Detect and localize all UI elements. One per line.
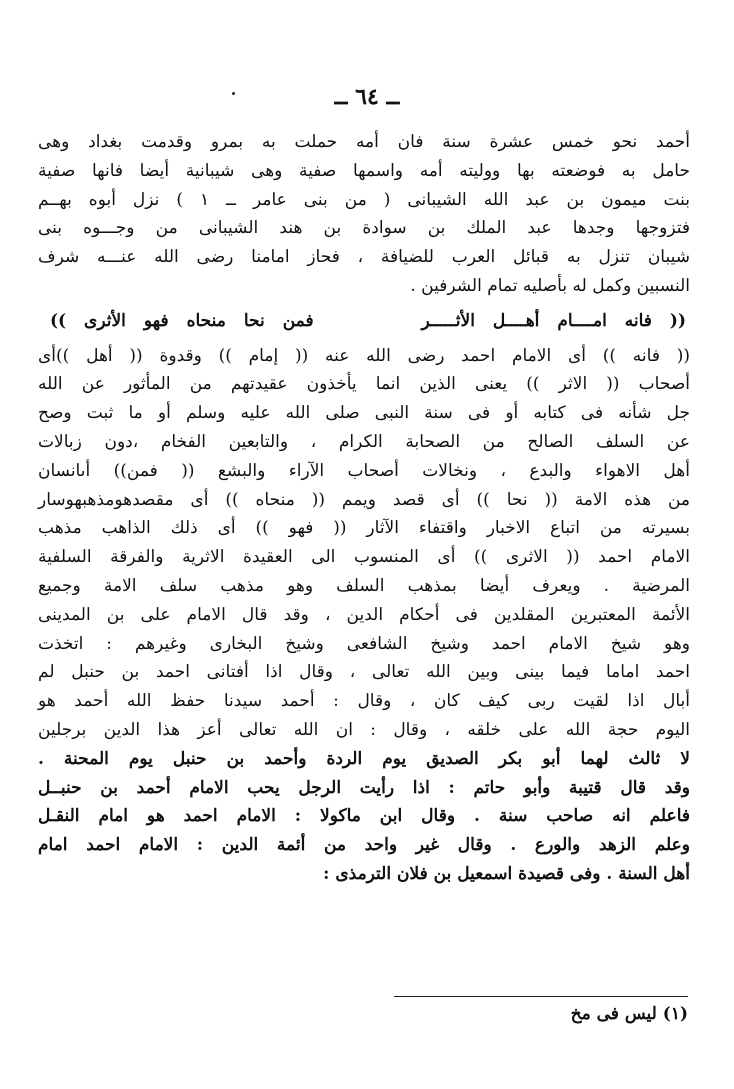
text-line: الأئمة المعتبرين المقلدين فى أحكام الدين ، وقد قال الامام على بن المدينى — [38, 604, 690, 625]
text-line: فتزوجها وجدها عبد الملك بن سوادة بن هند الشيبانى من وجـــوه بنى — [38, 218, 690, 239]
text-line: الامام احمد (( الاثرى )) أى المنسوب الى العقيدة الاثرية والفرقة السلفية — [38, 547, 690, 568]
text-line: احمد اماما فيما بينى وبين الله تعالى ، وقال اذا أفتانى احمد بن حنبل لم — [38, 662, 690, 683]
text-line: أحمد نحو خمس عشرة سنة فان أمه حملت به بمرو وقدمت بغداد وهى — [38, 132, 690, 152]
text-line: أبال اذا لقيت ربى كيف كان ، وقال : أحمد سيدنا حفظ الله أحمد هو — [38, 691, 690, 712]
body-text — [38, 128, 690, 889]
text-line: النسبين وكمل له بأصليه تمام الشرفين . — [410, 275, 690, 296]
text-line: وعلم الزهد والورع . وقال غير واحد من أئمة الدين : الامام احمد امام — [38, 835, 690, 856]
verse-second-hemistich: فمن نحا منحاه فهو الأثرى )) — [50, 310, 314, 331]
text-line: اليوم حجة الله على خلقه ، وقال : ان الله تعالى أعز هذا الدين برجلين — [38, 719, 690, 740]
page-number: ــ ٦٤ ــ — [334, 84, 400, 110]
text-line: عن السلف الصالح من الصحابة الكرام ، والتابعين الفخام ،دون زبالات — [38, 431, 690, 452]
text-line: جل شأنه فى كتابه أو فى سنة النبى صلى الله عليه وسلم أو ما ثبت وصح — [38, 403, 690, 424]
text-line: المرضية . ويعرف أيضا بمذهب السلف وهو مذهب سلف الامة وجميع — [38, 575, 690, 596]
text-line: وهو شيخ الامام احمد وشيخ الشافعى وشيخ البخارى وغيرهم : اتخذت — [38, 633, 690, 654]
text-line: من هذه الامة (( نحا )) أى قصد ويمم (( منحاه )) أى مقصدهومذهبهوسار — [38, 489, 690, 510]
text-line: شيبان تنزل به قبائل العرب للضيافة ، فحاز امامنا رضى الله عنـــه شرف — [38, 247, 690, 268]
text-line: أهل الاهواء والبدع ، ونخالات أصحاب الآراء والبشع (( فمن)) أىانسان — [38, 460, 690, 481]
text-line: أهل السنة . وفى قصيدة اسمعيل بن فلان الترمذى : — [323, 863, 690, 884]
text-line: حامل به فوضعته بها ووليته أمه واسمها صفية وهى شيبانية أيضا فانها صفية — [38, 160, 690, 181]
text-line: لا ثالث لهما أبو بكر الصديق يوم الردة وأحمد بن حنبل يوم المحنة . — [38, 748, 690, 769]
footnote-divider — [394, 996, 688, 997]
text-line: (( فانه )) أى الامام احمد رضى الله عنه (( إمام )) وقدوة (( أهل ))أى — [38, 345, 690, 366]
text-line: بنت ميمون بن عبد الله الشيبانى ( من بنى عامر ــ ١ ) نزل أبوه بهــم — [38, 189, 690, 210]
ink-speck — [232, 92, 235, 95]
text-line: فاعلم انه صاحب سنة . وقال ابن ماكولا : الامام احمد هو امام النقـل — [38, 806, 690, 827]
footnote: (١) ليس فى مخ — [570, 1004, 688, 1024]
verse-first-hemistich: (( فانه امــــام أهــــل الأثـــــر — [421, 310, 686, 331]
text-line: أصحاب (( الاثر )) يعنى الذين انما يأخذون عقيدتهم من المأثور عن الله — [38, 374, 690, 395]
text-line: وقد قال قتيبة وأبو حاتم : اذا رأيت الرجل يحب الامام أحمد بن حنبــل — [38, 777, 690, 798]
text-line: بسيرته من اتباع الاخبار واقتفاء الآثار (( فهو )) أى ذلك الذاهب مذهب — [38, 518, 690, 539]
verse-line — [38, 307, 690, 336]
